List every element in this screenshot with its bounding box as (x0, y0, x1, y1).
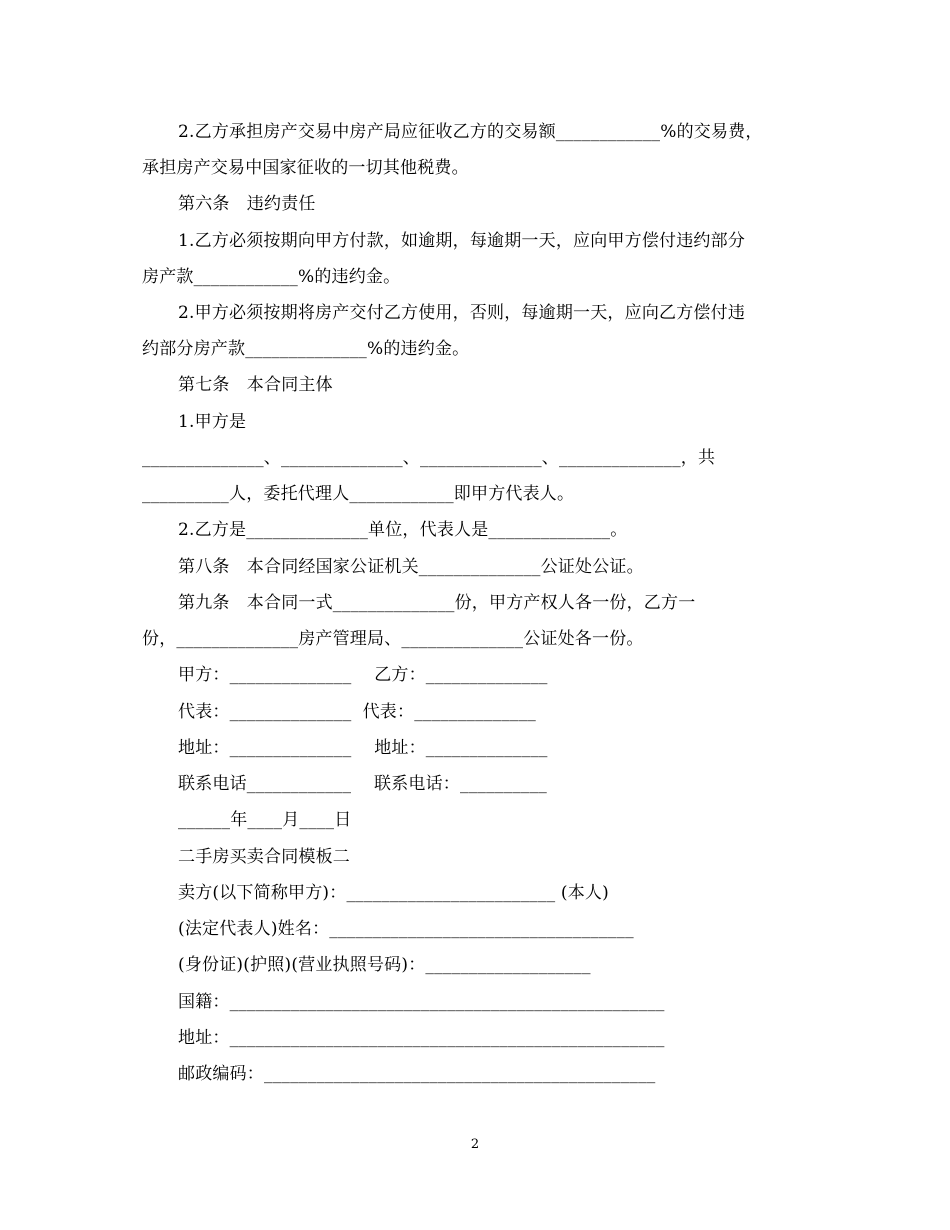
paragraph-line: 承担房产交易中国家征收的一切其他税费。 (142, 158, 469, 178)
signature-line-representative: 代表：______________ 代表：______________ (178, 702, 537, 722)
paragraph-line: 1.甲方是 (178, 412, 247, 432)
section-title: 二手房买卖合同模板二 (178, 847, 350, 867)
section-heading: 第六条 违约责任 (178, 194, 316, 214)
page-number: 2 (470, 1137, 480, 1152)
signature-line-party: 甲方：______________ 乙方：______________ (178, 665, 548, 685)
paragraph-line: 份，______________房产管理局、______________公证处各一份。 (142, 629, 644, 649)
section-heading: 第八条 本合同经国家公证机关______________公证处公证。 (178, 557, 644, 577)
signature-line-address: 地址：______________ 地址：______________ (178, 738, 548, 758)
paragraph-line: 约部分房产款______________%的违约金。 (142, 339, 470, 359)
paragraph-line: __________人，委托代理人____________即甲方代表人。 (142, 484, 575, 504)
paragraph-line: 2.甲方必须按期将房产交付乙方使用，否则，每逾期一天，应向乙方偿付违 (178, 303, 746, 323)
signature-line-phone: 联系电话____________ 联系电话：__________ (178, 774, 548, 794)
paragraph-line: ______________、______________、______________、______________，共 (142, 448, 716, 468)
form-line-name: (法定代表人)姓名：___________________________________ (178, 919, 634, 939)
paragraph-line: 1.乙方必须按期向甲方付款，如逾期，每逾期一天，应向甲方偿付违约部分 (178, 231, 746, 251)
paragraph-line: 2.乙方承担房产交易中房产局应征收乙方的交易额____________%的交易费， (178, 122, 763, 142)
paragraph-line: 2.乙方是______________单位，代表人是______________。 (178, 520, 628, 540)
paragraph-line: 房产款____________%的违约金。 (142, 267, 401, 287)
date-line: ______年____月____日 (178, 810, 352, 830)
form-line-postcode: 邮政编码：_____________________________________________ (178, 1064, 656, 1084)
section-heading: 第九条 本合同一式______________份，甲方产权人各一份，乙方一 (178, 593, 696, 613)
form-line-nationality: 国籍：__________________________________________________ (178, 992, 665, 1012)
form-line-id: (身份证)(护照)(营业执照号码)：___________________ (178, 955, 591, 975)
section-heading: 第七条 本合同主体 (178, 375, 333, 395)
form-line-seller: 卖方(以下简称甲方)：________________________ (本人) (178, 883, 609, 903)
form-line-address: 地址：__________________________________________________ (178, 1028, 665, 1048)
